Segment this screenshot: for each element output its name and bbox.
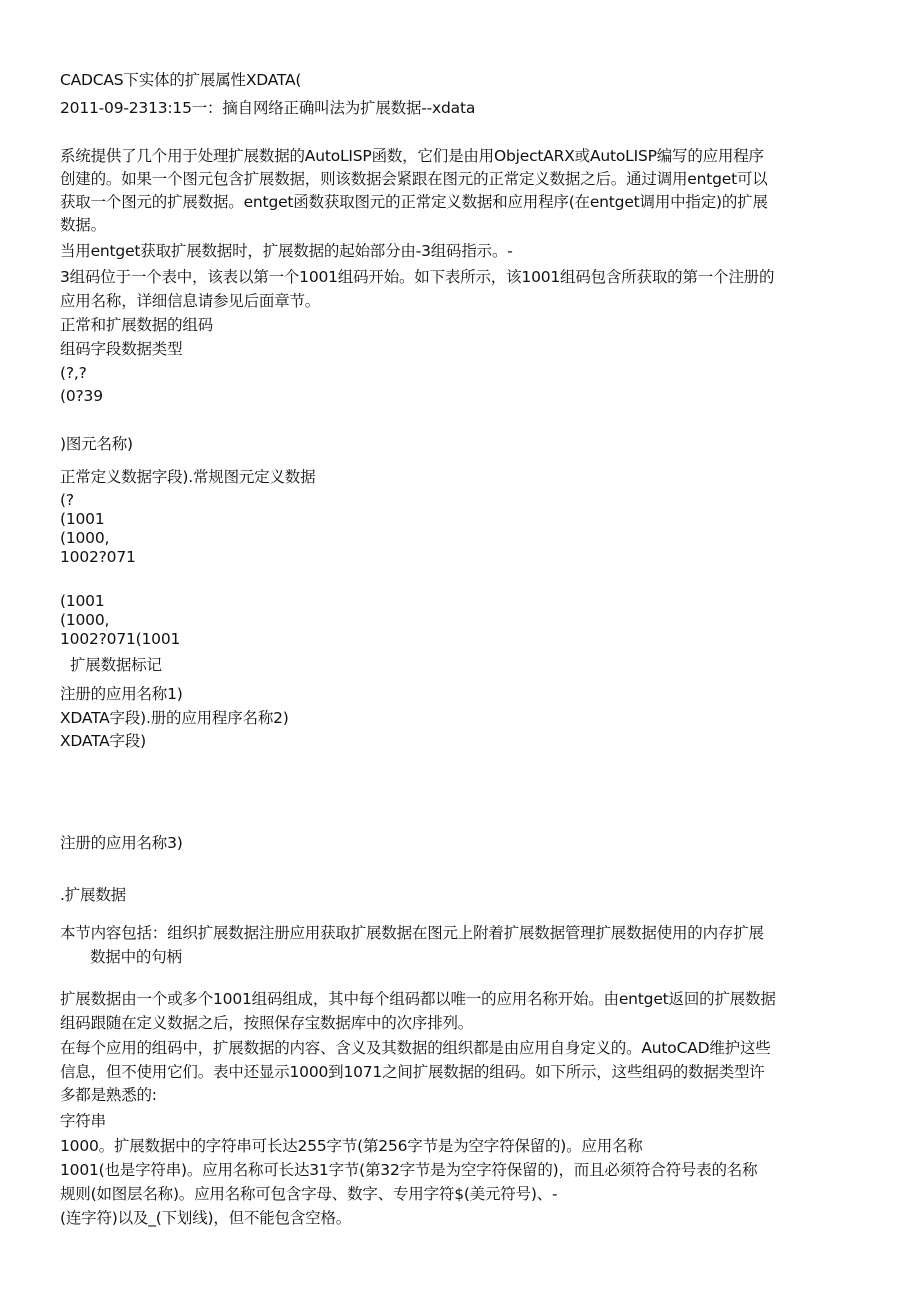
paragraph-line: 1000。扩展数据中的字符串可长达255字节(第256字节是为空字符保留的)。应用名称 bbox=[60, 1137, 643, 1155]
paragraph-line: 获取一个图元的扩展数据。entget函数获取图元的正常定义数据和应用程序(在entget调用中指定)的扩展 bbox=[60, 193, 768, 211]
paragraph-line: 应用名称，详细信息请参见后面章节。 bbox=[60, 292, 321, 310]
table-line: (? bbox=[60, 491, 74, 509]
document-title: CADCAS下实体的扩展属性XDATA( bbox=[60, 71, 302, 89]
paragraph-line: 1001(也是字符串)。应用名称可长达31字节(第32字节是为空字符保留的)，而且必须符合符号表的名称 bbox=[60, 1161, 758, 1179]
table-line: 1002?071 bbox=[60, 548, 136, 566]
table-line: (1000, bbox=[60, 611, 110, 629]
section-title: .扩展数据 bbox=[60, 886, 126, 904]
table-line: (?,? bbox=[60, 364, 87, 382]
paragraph-line: 创建的。如果一个图元包含扩展数据，则该数据会紧跟在图元的正常定义数据之后。通过调用entget可以 bbox=[60, 170, 768, 188]
table-line: XDATA字段).册的应用程序名称2) bbox=[60, 709, 289, 727]
paragraph-line: 扩展数据由一个或多个1001组码组成，其中每个组码都以唯一的应用名称开始。由entget返回的扩展数据 bbox=[60, 990, 776, 1008]
table-line: 注册的应用名称3) bbox=[60, 834, 183, 852]
paragraph-line: 字符串 bbox=[60, 1112, 106, 1130]
paragraph-line: (连字符)以及_(下划线)，但不能包含空格。 bbox=[60, 1209, 352, 1227]
contents-line: 数据中的句柄 bbox=[90, 948, 182, 966]
table-heading: 正常和扩展数据的组码 bbox=[60, 316, 214, 334]
table-column-header: 组码字段数据类型 bbox=[60, 340, 183, 358]
paragraph-line: 当用entget获取扩展数据时，扩展数据的起始部分由-3组码指示。- bbox=[60, 242, 513, 260]
paragraph-line: 规则(如图层名称)。应用名称可包含字母、数字、专用字符$(美元符号)、- bbox=[60, 1185, 558, 1203]
paragraph-line: 3组码位于一个表中，该表以第一个1001组码开始。如下表所示，该1001组码包含所获取的第一个注册的 bbox=[60, 268, 775, 286]
table-line: (0?39 bbox=[60, 387, 103, 405]
contents-line: 本节内容包括：组织扩展数据注册应用获取扩展数据在图元上附着扩展数据管理扩展数据使用的内存扩展 bbox=[60, 924, 764, 942]
paragraph-line: 信息，但不使用它们。表中还显示1000到1071之间扩展数据的组码。如下所示，这些组码的数据类型许 bbox=[60, 1063, 765, 1081]
table-line: (1001 bbox=[60, 510, 105, 528]
table-line: (1001 bbox=[60, 592, 105, 610]
table-line: 正常定义数据字段).常规图元定义数据 bbox=[60, 468, 316, 486]
paragraph-line: 组码跟随在定义数据之后，按照保存宝数据库中的次序排列。 bbox=[60, 1014, 474, 1032]
table-line: 注册的应用名称1) bbox=[60, 685, 183, 703]
table-line: )图元名称) bbox=[60, 435, 133, 453]
paragraph-line: 系统提供了几个用于处理扩展数据的AutoLISP函数，它们是由用ObjectARX或AutoLISP编写的应用程序 bbox=[60, 147, 764, 165]
table-line: XDATA字段) bbox=[60, 732, 146, 750]
table-line: 1002?071(1001 bbox=[60, 630, 181, 648]
document-subtitle: 2011-09-2313:15一：摘自网络正确叫法为扩展数据--xdata bbox=[60, 99, 476, 117]
paragraph-line: 在每个应用的组码中，扩展数据的内容、含义及其数据的组织都是由应用自身定义的。AutoCAD维护这些 bbox=[60, 1039, 771, 1057]
table-line: (1000, bbox=[60, 529, 110, 547]
xdata-marker-label: 扩展数据标记 bbox=[70, 656, 162, 674]
paragraph-line: 数据。 bbox=[60, 216, 106, 234]
paragraph-line: 多都是熟悉的: bbox=[60, 1086, 157, 1104]
